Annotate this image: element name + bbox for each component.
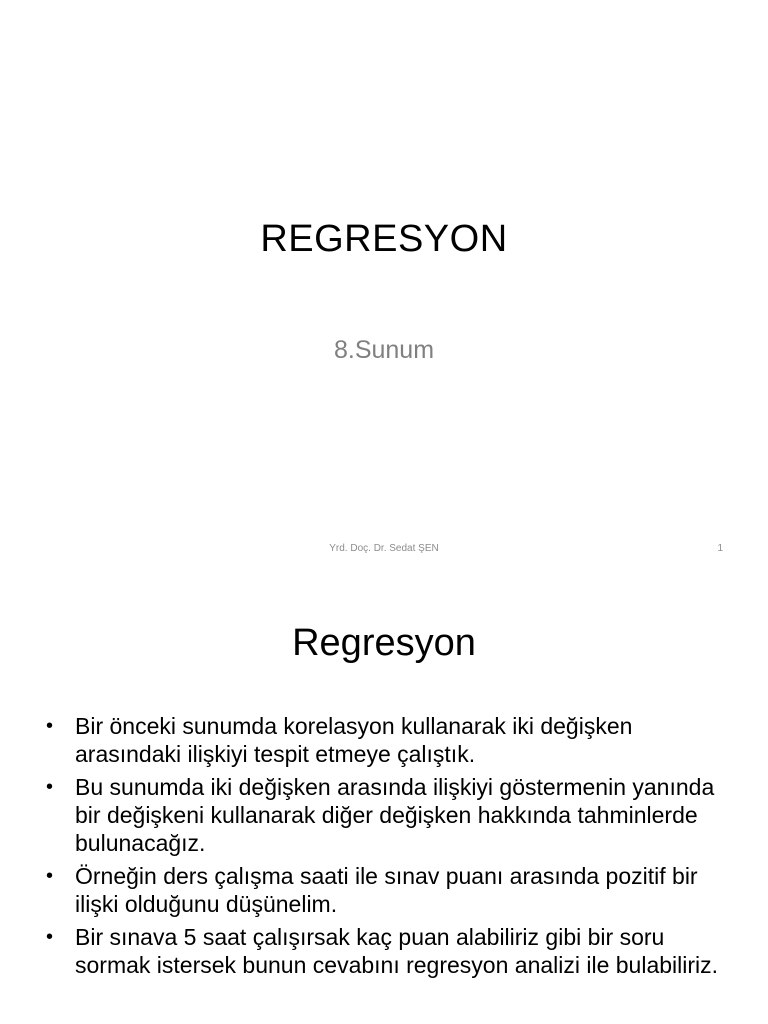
page-number: 1 [717, 543, 723, 554]
bullet-text: Bir sınava 5 saat çalışırsak kaç puan alabiliriz gibi bir soru sormak istersek bunun cevabını regresyon analizi ile bulabiliriz. [75, 924, 719, 978]
bullet-icon: • [46, 926, 54, 948]
bullet-item [46, 862, 728, 918]
slide-title: REGRESYON [260, 218, 508, 260]
bullet-list [46, 712, 728, 984]
bullet-text: Bir önceki sunumda korelasyon kullanarak iki değişken arasındaki ilişkiyi tespit etmeye çalıştık. [75, 713, 633, 767]
slide-heading: Regresyon [292, 622, 476, 664]
bullet-item [46, 712, 728, 768]
slide-subtitle: 8.Sunum [333, 336, 435, 364]
content-slide [0, 576, 768, 1024]
bullet-item [46, 923, 728, 979]
bullet-text: Bu sunumda iki değişken arasında ilişkiyi göstermenin yanında bir değişkeni kullanarak diğer değişken hakkında tahminlerde bulunacağız. [75, 774, 715, 856]
footer-author: Yrd. Doç. Dr. Sedat ŞEN [329, 543, 439, 554]
bullet-item [46, 773, 728, 857]
bullet-text: Örneğin ders çalışma saati ile sınav puanı arasında pozitif bir ilişki olduğunu düşünelim. [75, 863, 698, 917]
bullet-icon: • [46, 715, 54, 737]
bullet-icon: • [46, 865, 54, 887]
bullet-icon: • [46, 776, 54, 798]
